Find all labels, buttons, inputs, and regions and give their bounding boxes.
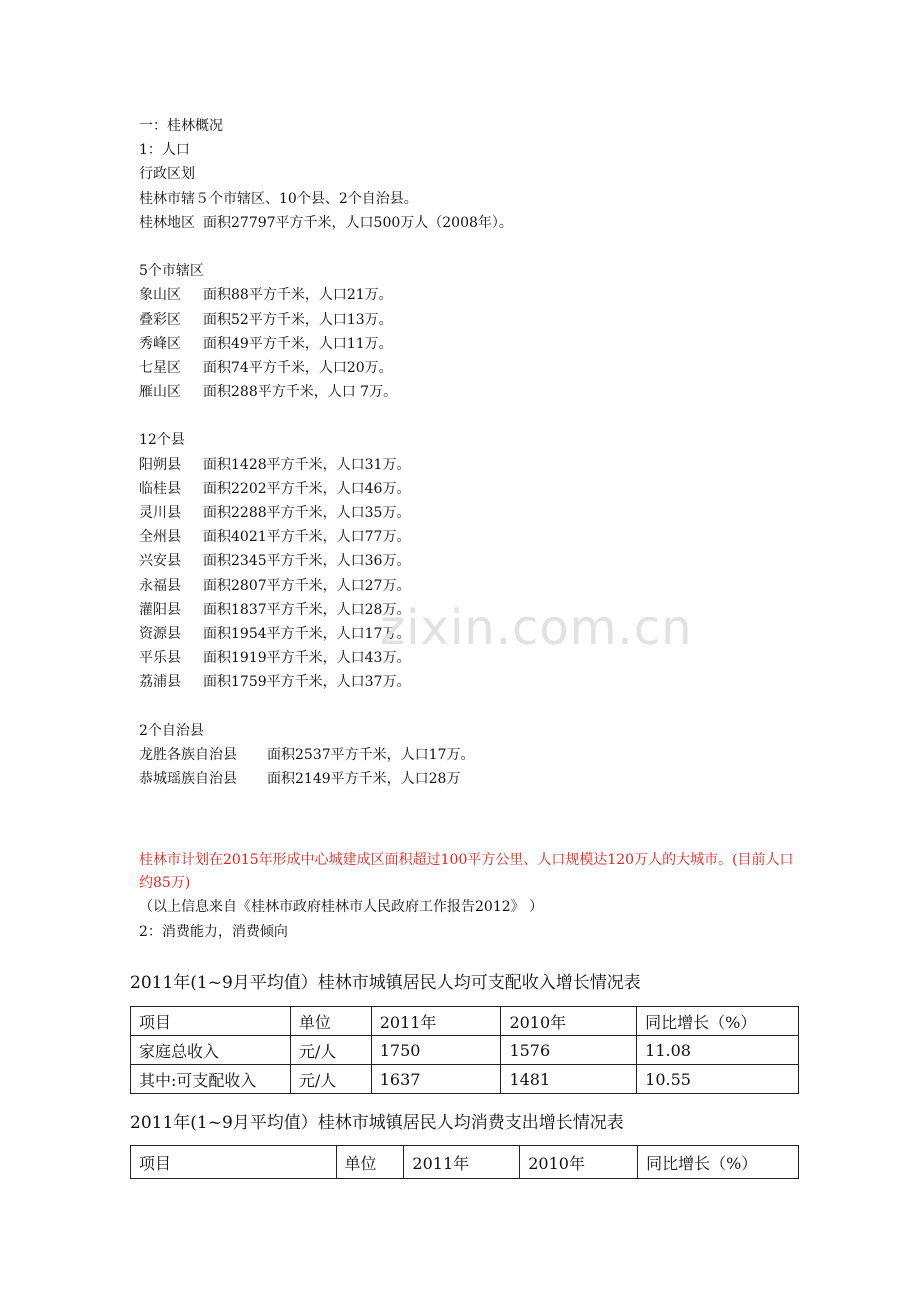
item-name: 雁山区 — [139, 384, 181, 401]
item-name: 灌阳县 — [139, 601, 181, 618]
item-name: 秀峰区 — [139, 335, 181, 352]
item-name: 灵川县 — [139, 505, 181, 521]
region-line — [139, 211, 799, 235]
header-cell: 2011年 — [404, 1146, 520, 1179]
item-text: 面积288平方千米，人口 7万。 — [203, 384, 398, 401]
header-cell: 同比增长（%） — [637, 1007, 799, 1036]
admin-summary: 桂林市辖５个市辖区、10个县、2个自治县。 — [139, 190, 418, 207]
item-name: 全州县 — [139, 529, 181, 546]
table-cell: 元/人 — [290, 1065, 371, 1094]
region-label: 桂林地区 — [139, 214, 195, 231]
table-cell: 家庭总收入 — [131, 1036, 291, 1065]
table-row — [131, 1036, 799, 1065]
item-text: 面积49平方千米，人口11万。 — [203, 335, 393, 352]
item-text: 面积2345平方千米，人口36万。 — [203, 553, 411, 570]
list-item — [139, 453, 799, 477]
item-text: 面积2807平方千米，人口27万。 — [203, 577, 411, 594]
list-item — [139, 767, 799, 791]
item-text: 面积1428平方千米，人口31万。 — [203, 456, 411, 473]
item-name: 七星区 — [139, 359, 181, 376]
item-name: 阳朔县 — [139, 456, 181, 473]
table-row — [131, 1065, 799, 1094]
region-text: 面积27797平方千米，人口500万人（2008年）。 — [203, 214, 513, 231]
item-name: 兴安县 — [139, 553, 181, 570]
list-item — [139, 477, 799, 501]
source-note: （以上信息来自《桂林市政府桂林市人民政府工作报告2012》 ） — [139, 899, 544, 916]
list-item — [139, 356, 799, 380]
header-cell: 2010年 — [501, 1007, 637, 1036]
table-cell: 元/人 — [290, 1036, 371, 1065]
item-name: 荔浦县 — [139, 674, 181, 691]
districts-heading: 5个市辖区 — [139, 263, 204, 280]
item-text: 面积88平方千米，人口21万。 — [203, 287, 393, 304]
table-cell: 1576 — [501, 1036, 637, 1065]
table1-title: 2011年(1~9月平均值）桂林市城镇居民人均可支配收入增长情况表 — [130, 973, 641, 993]
table-cell: 1750 — [371, 1036, 501, 1065]
item-name: 资源县 — [139, 625, 181, 642]
income-table — [130, 1006, 799, 1094]
list-item — [139, 283, 799, 307]
item-text: 面积1919平方千米，人口43万。 — [203, 650, 411, 667]
list-item — [139, 308, 799, 332]
item-name: 龙胜各族自治县 — [139, 746, 237, 763]
item-name: 叠彩区 — [139, 311, 181, 328]
list-item — [139, 525, 799, 549]
item-text: 面积4021平方千米，人口77万。 — [203, 529, 411, 546]
header-cell: 2010年 — [520, 1146, 638, 1179]
header-cell: 单位 — [336, 1146, 404, 1179]
item-name: 象山区 — [139, 287, 181, 304]
watermark: zixin.com.cn — [380, 600, 693, 656]
list-item — [139, 622, 799, 646]
autonomous-heading: 2个自治县 — [139, 722, 204, 739]
list-item — [139, 670, 799, 694]
list-item — [139, 332, 799, 356]
header-cell: 同比增长（%） — [638, 1146, 799, 1179]
autonomous-list — [139, 743, 799, 791]
item-name: 恭城瑶族自治县 — [139, 771, 237, 788]
population-heading: 1：人口 — [139, 142, 190, 159]
item-text: 面积1954平方千米，人口17万。 — [203, 625, 411, 642]
list-item — [139, 549, 799, 573]
item-text: 面积2149平方千米，人口28万 — [267, 771, 461, 788]
item-text: 面积2537平方千米，人口17万。 — [267, 746, 475, 763]
item-text: 面积74平方千米，人口20万。 — [203, 359, 393, 376]
city-plan-paragraph: 桂林市计划在2015年形成中心城建成区面积超过100平方公里、人口规模达120万人的大城市。(目前人口约85万) — [139, 852, 794, 892]
table-cell: 1637 — [371, 1065, 501, 1094]
section-heading: 一：桂林概况 — [139, 118, 223, 134]
list-item — [139, 574, 799, 598]
table2-title: 2011年(1~9月平均值）桂林市城镇居民人均消费支出增长情况表 — [130, 1113, 624, 1133]
list-item — [139, 380, 799, 404]
list-item — [139, 501, 799, 525]
table-cell: 11.08 — [637, 1036, 799, 1065]
list-item — [139, 743, 799, 767]
table-header-row — [131, 1007, 799, 1036]
table-cell: 1481 — [501, 1065, 637, 1094]
expenditure-table — [130, 1145, 799, 1179]
item-name: 临桂县 — [139, 480, 181, 497]
item-text: 面积2202平方千米，人口46万。 — [203, 480, 411, 497]
item-name: 永福县 — [139, 577, 181, 594]
district-list — [139, 283, 799, 404]
header-cell: 单位 — [290, 1007, 371, 1036]
text-body — [139, 114, 799, 944]
list-item — [139, 598, 799, 622]
header-cell: 项目 — [131, 1007, 291, 1036]
table-cell: 10.55 — [637, 1065, 799, 1094]
header-cell: 2011年 — [371, 1007, 501, 1036]
item-text: 面积1759平方千米，人口37万。 — [203, 674, 411, 691]
list-item — [139, 646, 799, 670]
item-text: 面积52平方千米，人口13万。 — [203, 311, 393, 328]
table-cell: 其中:可支配收入 — [131, 1065, 291, 1094]
item-text: 面积2288平方千米，人口35万。 — [203, 505, 411, 521]
item-name: 平乐县 — [139, 650, 181, 667]
table-header-row — [131, 1146, 799, 1179]
consumption-heading: 2：消费能力，消费倾向 — [139, 923, 288, 940]
county-list — [139, 453, 799, 695]
admin-heading: 行政区划 — [139, 166, 195, 183]
item-text: 面积1837平方千米，人口28万。 — [203, 601, 411, 618]
counties-heading: 12个县 — [139, 432, 185, 449]
header-cell: 项目 — [131, 1146, 337, 1179]
